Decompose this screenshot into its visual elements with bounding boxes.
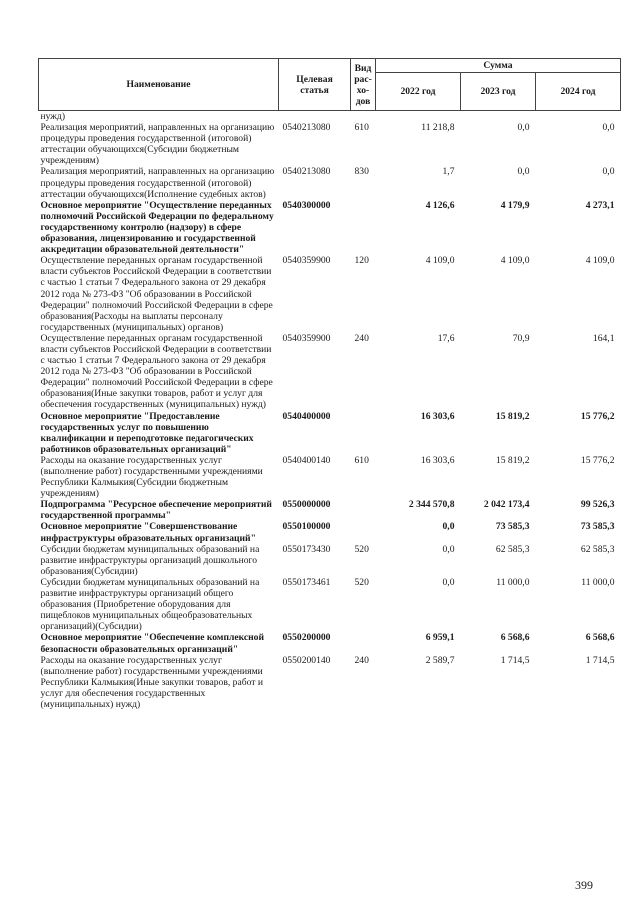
row-amount-2024: 73 585,3 [580,521,615,533]
row-amount-2022: 4 109,0 [425,255,455,267]
row-amount-2022: 17,6 [437,332,455,344]
table-row [39,333,621,411]
row-target-code: 0550100000 [282,521,331,533]
row-name: нужд) [40,111,66,122]
header-code: Целевая статья [279,59,351,111]
row-expense-type: 120 [354,255,369,267]
row-name: Осуществление переданных органам государственной власти субъектов Российской Федерации в соответствии с частью 1 статьи 7 Федерального закона от 29 декабря 2012 года № 273-ФЗ "Об образовании в Российской Федерации" полномочий Российской Федерации в сфере образования(Расходы на выплаты персоналу государственных (муниципальных) органов) [40,255,273,333]
row-expense-type: 830 [354,166,369,178]
row-name: Основное мероприятие "Предоставление государственных услуг по повышению квалификации и переподготовке педагогических работников образовательных организаций" [40,410,254,455]
row-amount-2023: 6 568,6 [500,632,530,644]
row-expense-type: 610 [354,454,369,466]
row-target-code: 0540400140 [282,454,331,466]
row-target-code: 0540359900 [282,255,331,267]
row-amount-2023: 1 714,5 [500,654,530,666]
row-expense-type: 240 [354,332,369,344]
row-amount-2024: 1 714,5 [585,654,615,666]
page-number: 399 [575,878,593,892]
row-amount-2023: 15 819,2 [495,454,530,466]
row-amount-2024: 164,1 [592,332,615,344]
row-name: Основное мероприятие "Совершенствование инфраструктуры образовательных организаций" [40,521,256,544]
row-expense-type: 240 [354,654,369,666]
row-amount-2024: 62 585,3 [580,543,615,555]
row-name: Реализация мероприятий, направленных на организацию процедуры проведения государственной (итоговой) аттестации обучающихся(Субсидии бюджетным учреждениям) [40,122,275,167]
row-target-code: 0550200000 [282,632,331,644]
row-amount-2022: 4 126,6 [425,199,455,211]
header-year-2024: 2024 год [536,73,621,111]
row-amount-2022: 16 303,6 [420,410,455,422]
row-amount-2023: 0,0 [517,166,530,178]
row-name: Подпрограмма "Ресурсное обеспечение мероприятий государственной программы" [40,499,272,522]
row-expense-type [351,411,376,455]
row-expense-type [351,499,376,521]
table-row [39,577,621,632]
row-amount-2024: 15 776,2 [580,454,615,466]
row-target-code: 0540359900 [282,332,331,344]
row-name: Субсидии бюджетам муниципальных образований на развитие инфраструктуры организаций дошкольного образования(Субсидии) [40,543,260,577]
budget-table [38,58,621,710]
table-row [39,544,621,577]
row-target-code: 0550000000 [282,499,331,511]
row-amount-2022: 2 344 570,8 [408,499,455,511]
header-year-2023: 2023 год [461,73,536,111]
header-vid: Вид рас-хо-дов [351,59,376,111]
row-amount-2022: 2 589,7 [425,654,455,666]
row-name: Основное мероприятие "Осуществление переданных полномочий Российской Федерации по федеральному государственному контролю (надзору) в сфере образования, лицензированию и государственной аккредитации образовательной деятельности" [40,199,274,256]
row-amount-2024 [536,111,621,123]
row-amount-2024: 4 273,1 [585,199,615,211]
row-amount-2023: 73 585,3 [495,521,530,533]
row-amount-2024: 0,0 [602,166,615,178]
row-expense-type [351,200,376,255]
table-row [39,122,621,166]
row-amount-2023: 15 819,2 [495,410,530,422]
row-amount-2024: 0,0 [602,122,615,134]
table-row [39,111,621,123]
row-amount-2023: 4 179,9 [500,199,530,211]
row-amount-2022: 16 303,6 [420,454,455,466]
row-expense-type: 520 [354,576,369,588]
row-name: Осуществление переданных органам государственной власти субъектов Российской Федерации в соответствии с частью 1 статьи 7 Федерального закона от 29 декабря 2012 года № 273-ФЗ "Об образовании в Российской Федерации" полномочий Российской Федерации в сфере образования(Иные закупки товаров, работ и услуг для обеспечения государственных (муниципальных) нужд) [40,332,273,411]
row-amount-2024: 11 000,0 [581,576,615,588]
row-amount-2024: 6 568,6 [585,632,615,644]
row-expense-type: 520 [354,543,369,555]
row-amount-2022 [376,111,461,123]
header-name: Наименование [39,59,279,111]
row-amount-2023: 62 585,3 [495,543,530,555]
row-name: Субсидии бюджетам муниципальных образований на развитие инфраструктуры организаций общего образования (Приобретение оборудования для пищеблоков муниципальных общеобразовательных организаций)(Субсидии) [40,576,260,633]
row-amount-2022: 11 218,8 [421,122,455,134]
row-target-code: 0540213080 [282,122,331,134]
table-header [39,59,621,111]
row-amount-2022: 0,0 [442,521,455,533]
row-target-code: 0540300000 [282,199,331,211]
row-expense-type [351,632,376,654]
row-expense-type: 610 [354,122,369,134]
row-name: Реализация мероприятий, направленных на организацию процедуры проведения государственной (итоговой) аттестации обучающихся(Исполнение судебных актов) [40,166,275,200]
table-row [39,521,621,543]
table-row [39,655,621,710]
row-name: Основное мероприятие "Обеспечение комплексной безопасности образовательных организаций" [40,632,265,655]
row-amount-2023: 0,0 [517,122,530,134]
row-amount-2024: 15 776,2 [580,410,615,422]
row-amount-2022: 6 959,1 [425,632,455,644]
row-target-code: 0550200140 [282,654,331,666]
row-name: Расходы на оказание государственных услуг (выполнение работ) государственными учреждениями Республики Калмыкия(Субсидии бюджетным учреждениям) [40,454,263,500]
header-year-2022: 2022 год [376,73,461,111]
row-expense-type [351,111,376,123]
row-target-code: 0540213080 [282,166,331,178]
table-row [39,632,621,654]
row-amount-2023: 70,9 [512,332,530,344]
table-row [39,255,621,333]
header-sum: Сумма [376,59,621,73]
row-target-code: 0540400000 [282,410,331,422]
row-target-code: 0550173461 [282,576,331,588]
table-body [39,111,621,711]
row-expense-type [351,521,376,543]
row-amount-2023: 4 109,0 [500,255,530,267]
table-row [39,499,621,521]
row-amount-2022: 0,0 [442,543,455,555]
table-row [39,411,621,455]
table-row [39,200,621,255]
table-row [39,455,621,499]
row-amount-2023: 11 000,0 [496,576,530,588]
document-page [38,58,620,710]
row-amount-2024: 4 109,0 [585,255,615,267]
row-target-code: 0550173430 [282,543,331,555]
row-amount-2022: 0,0 [442,576,455,588]
row-amount-2024: 99 526,3 [580,499,615,511]
row-target-code [279,111,351,123]
row-amount-2022: 1,7 [442,166,455,178]
row-amount-2023: 2 042 173,4 [483,499,530,511]
row-amount-2023 [461,111,536,123]
table-row [39,166,621,199]
row-name: Расходы на оказание государственных услуг (выполнение работ) государственными учреждениями Республики Калмыкия(Иные закупки товаров, работ и услуг для обеспечения государственных (муниципальных) нужд) [40,654,263,710]
